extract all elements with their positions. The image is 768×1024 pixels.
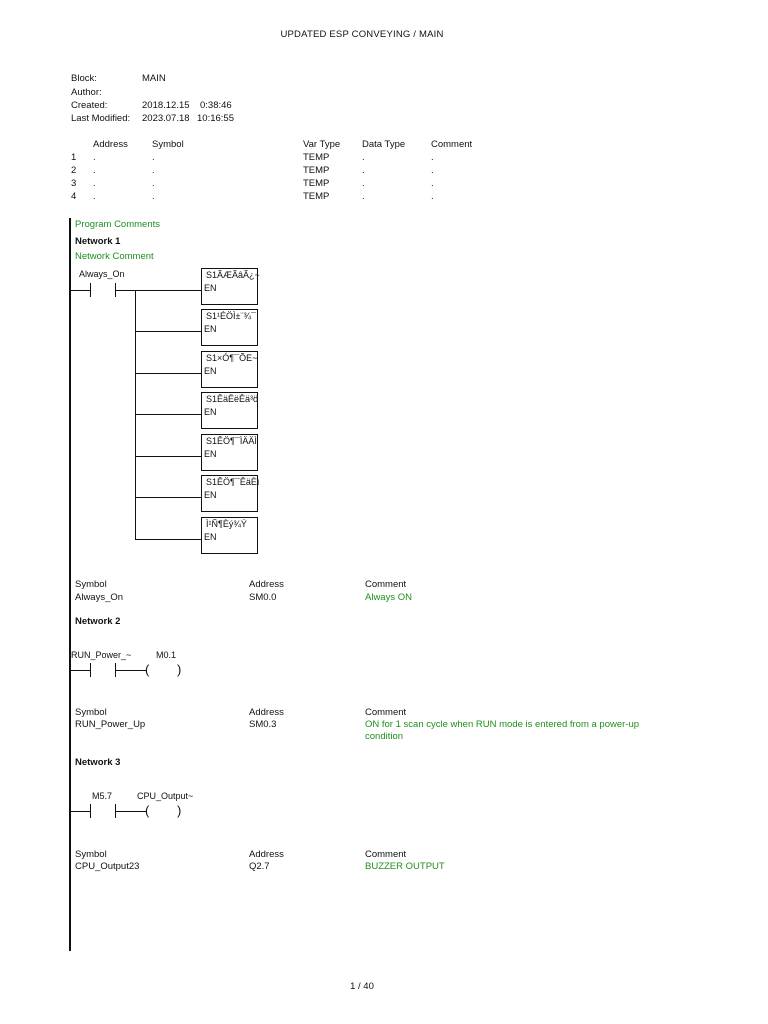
coil-right-arc: ) xyxy=(177,803,182,818)
address-header: Address xyxy=(249,707,284,718)
var-header-vartype: Var Type xyxy=(303,139,341,150)
page-title: UPDATED ESP CONVEYING / MAIN xyxy=(280,29,444,40)
enable-label: EN xyxy=(204,366,217,376)
wire xyxy=(115,670,147,671)
table-row-num: 4 xyxy=(71,191,77,202)
contact-label: Always_On xyxy=(79,269,125,279)
comment-value: Always ON xyxy=(365,592,412,603)
subroutine-box[interactable] xyxy=(201,268,258,305)
table-row-address: . xyxy=(93,152,96,163)
table-row-vartype: TEMP xyxy=(303,191,330,202)
contact-left-bar xyxy=(90,663,91,677)
table-row-comment: . xyxy=(431,165,434,176)
var-header-datatype: Data Type xyxy=(362,139,406,150)
symbol-header: Symbol xyxy=(75,849,107,860)
coil-left-arc: ( xyxy=(145,662,150,677)
wire xyxy=(135,373,201,374)
comment-header: Comment xyxy=(365,579,407,590)
address-header: Address xyxy=(249,849,284,860)
table-row-vartype: TEMP xyxy=(303,152,330,163)
subroutine-box-title: S1¹ÉÖÌ±¨¾¯ xyxy=(206,311,256,321)
enable-label: EN xyxy=(204,532,217,542)
contact-left-bar xyxy=(90,804,91,818)
contact-label: RUN_Power_~ xyxy=(71,650,132,660)
symbol-header: Symbol xyxy=(75,579,107,590)
wire xyxy=(71,670,90,671)
table-row-comment: . xyxy=(431,152,434,163)
address-value: SM0.3 xyxy=(249,719,277,730)
block-value: MAIN xyxy=(142,73,166,84)
address-value: SM0.0 xyxy=(249,592,277,603)
subroutine-box[interactable] xyxy=(201,517,258,554)
modified-time: 10:16:55 xyxy=(197,113,234,124)
enable-label: EN xyxy=(204,407,217,417)
network-1-title: Network 1 xyxy=(75,236,121,247)
subroutine-box[interactable] xyxy=(201,434,258,471)
table-row-vartype: TEMP xyxy=(303,165,330,176)
table-row-address: . xyxy=(93,178,96,189)
enable-label: EN xyxy=(204,283,217,293)
coil-label: M0.1 xyxy=(156,650,177,660)
wire xyxy=(135,414,201,415)
table-row-symbol: . xyxy=(152,152,155,163)
table-row-datatype: . xyxy=(362,191,365,202)
subroutine-box-title: S1ÊÖ¶¯ÊäÈì xyxy=(206,477,260,487)
network-2-title: Network 2 xyxy=(75,616,121,627)
left-power-rail xyxy=(69,218,71,951)
subroutine-box-title: S1×Ó¶¯ÕE~ xyxy=(206,353,258,363)
comment-header: Comment xyxy=(365,707,407,718)
enable-label: EN xyxy=(204,449,217,459)
table-row-symbol: . xyxy=(152,165,155,176)
var-header-symbol: Symbol xyxy=(152,139,184,150)
subroutine-box-title: S1ÊäËëÊä³ö xyxy=(206,394,259,404)
modified-label: Last Modified: xyxy=(71,113,131,124)
wire xyxy=(135,539,201,540)
subroutine-box[interactable] xyxy=(201,475,258,512)
table-row-datatype: . xyxy=(362,152,365,163)
table-row-num: 1 xyxy=(71,152,77,163)
wire xyxy=(71,811,90,812)
network-3-title: Network 3 xyxy=(75,757,121,768)
contact-left-bar xyxy=(90,283,91,297)
table-row-num: 3 xyxy=(71,178,77,189)
subroutine-box-title: S1ÊÖ¶¯ÌÄÄÌ xyxy=(206,436,257,446)
subroutine-box-title: Ì¹Ñ¶Èý¾Ý xyxy=(206,519,247,529)
symbol-value: CPU_Output23 xyxy=(75,861,140,872)
table-row-comment: . xyxy=(431,191,434,202)
contact-label: M5.7 xyxy=(92,791,113,801)
symbol-value: RUN_Power_Up xyxy=(75,719,146,730)
created-label: Created: xyxy=(71,100,108,111)
subroutine-box[interactable] xyxy=(201,392,258,429)
table-row-datatype: . xyxy=(362,165,365,176)
modified-date: 2023.07.18 xyxy=(142,113,190,124)
page-number: 1 / 40 xyxy=(350,981,374,992)
comment-header: Comment xyxy=(365,849,407,860)
subroutine-box[interactable] xyxy=(201,351,258,388)
coil-left-arc: ( xyxy=(145,803,150,818)
wire xyxy=(115,290,201,291)
var-header-comment: Comment xyxy=(431,139,473,150)
wire xyxy=(71,290,90,291)
var-header-address: Address xyxy=(93,139,128,150)
symbol-header: Symbol xyxy=(75,707,107,718)
table-row-address: . xyxy=(93,165,96,176)
coil-right-arc: ) xyxy=(177,662,182,677)
symbol-value: Always_On xyxy=(75,592,124,603)
wire xyxy=(135,497,201,498)
table-row-num: 2 xyxy=(71,165,77,176)
subroutine-box[interactable] xyxy=(201,309,258,346)
coil-label: CPU_Output~ xyxy=(137,791,194,801)
network-1-comment: Network Comment xyxy=(75,251,154,262)
address-header: Address xyxy=(249,579,284,590)
program-comments: Program Comments xyxy=(75,219,160,230)
table-row-symbol: . xyxy=(152,178,155,189)
enable-label: EN xyxy=(204,490,217,500)
enable-label: EN xyxy=(204,324,217,334)
wire xyxy=(135,331,201,332)
address-value: Q2.7 xyxy=(249,861,270,872)
table-row-datatype: . xyxy=(362,178,365,189)
comment-value: BUZZER OUTPUT xyxy=(365,861,445,872)
comment-value-line2: condition xyxy=(365,731,404,742)
table-row-comment: . xyxy=(431,178,434,189)
wire xyxy=(115,811,147,812)
table-row-symbol: . xyxy=(152,191,155,202)
subroutine-box-title: S1ÃÆÃâÃ¿~ xyxy=(206,270,260,280)
table-row-address: . xyxy=(93,191,96,202)
block-label: Block: xyxy=(71,73,97,84)
created-time: 0:38:46 xyxy=(200,100,232,111)
wire xyxy=(135,456,201,457)
table-row-vartype: TEMP xyxy=(303,178,330,189)
created-date: 2018.12.15 xyxy=(142,100,190,111)
author-label: Author: xyxy=(71,87,102,98)
comment-value: ON for 1 scan cycle when RUN mode is entered from a power-up xyxy=(365,719,640,730)
